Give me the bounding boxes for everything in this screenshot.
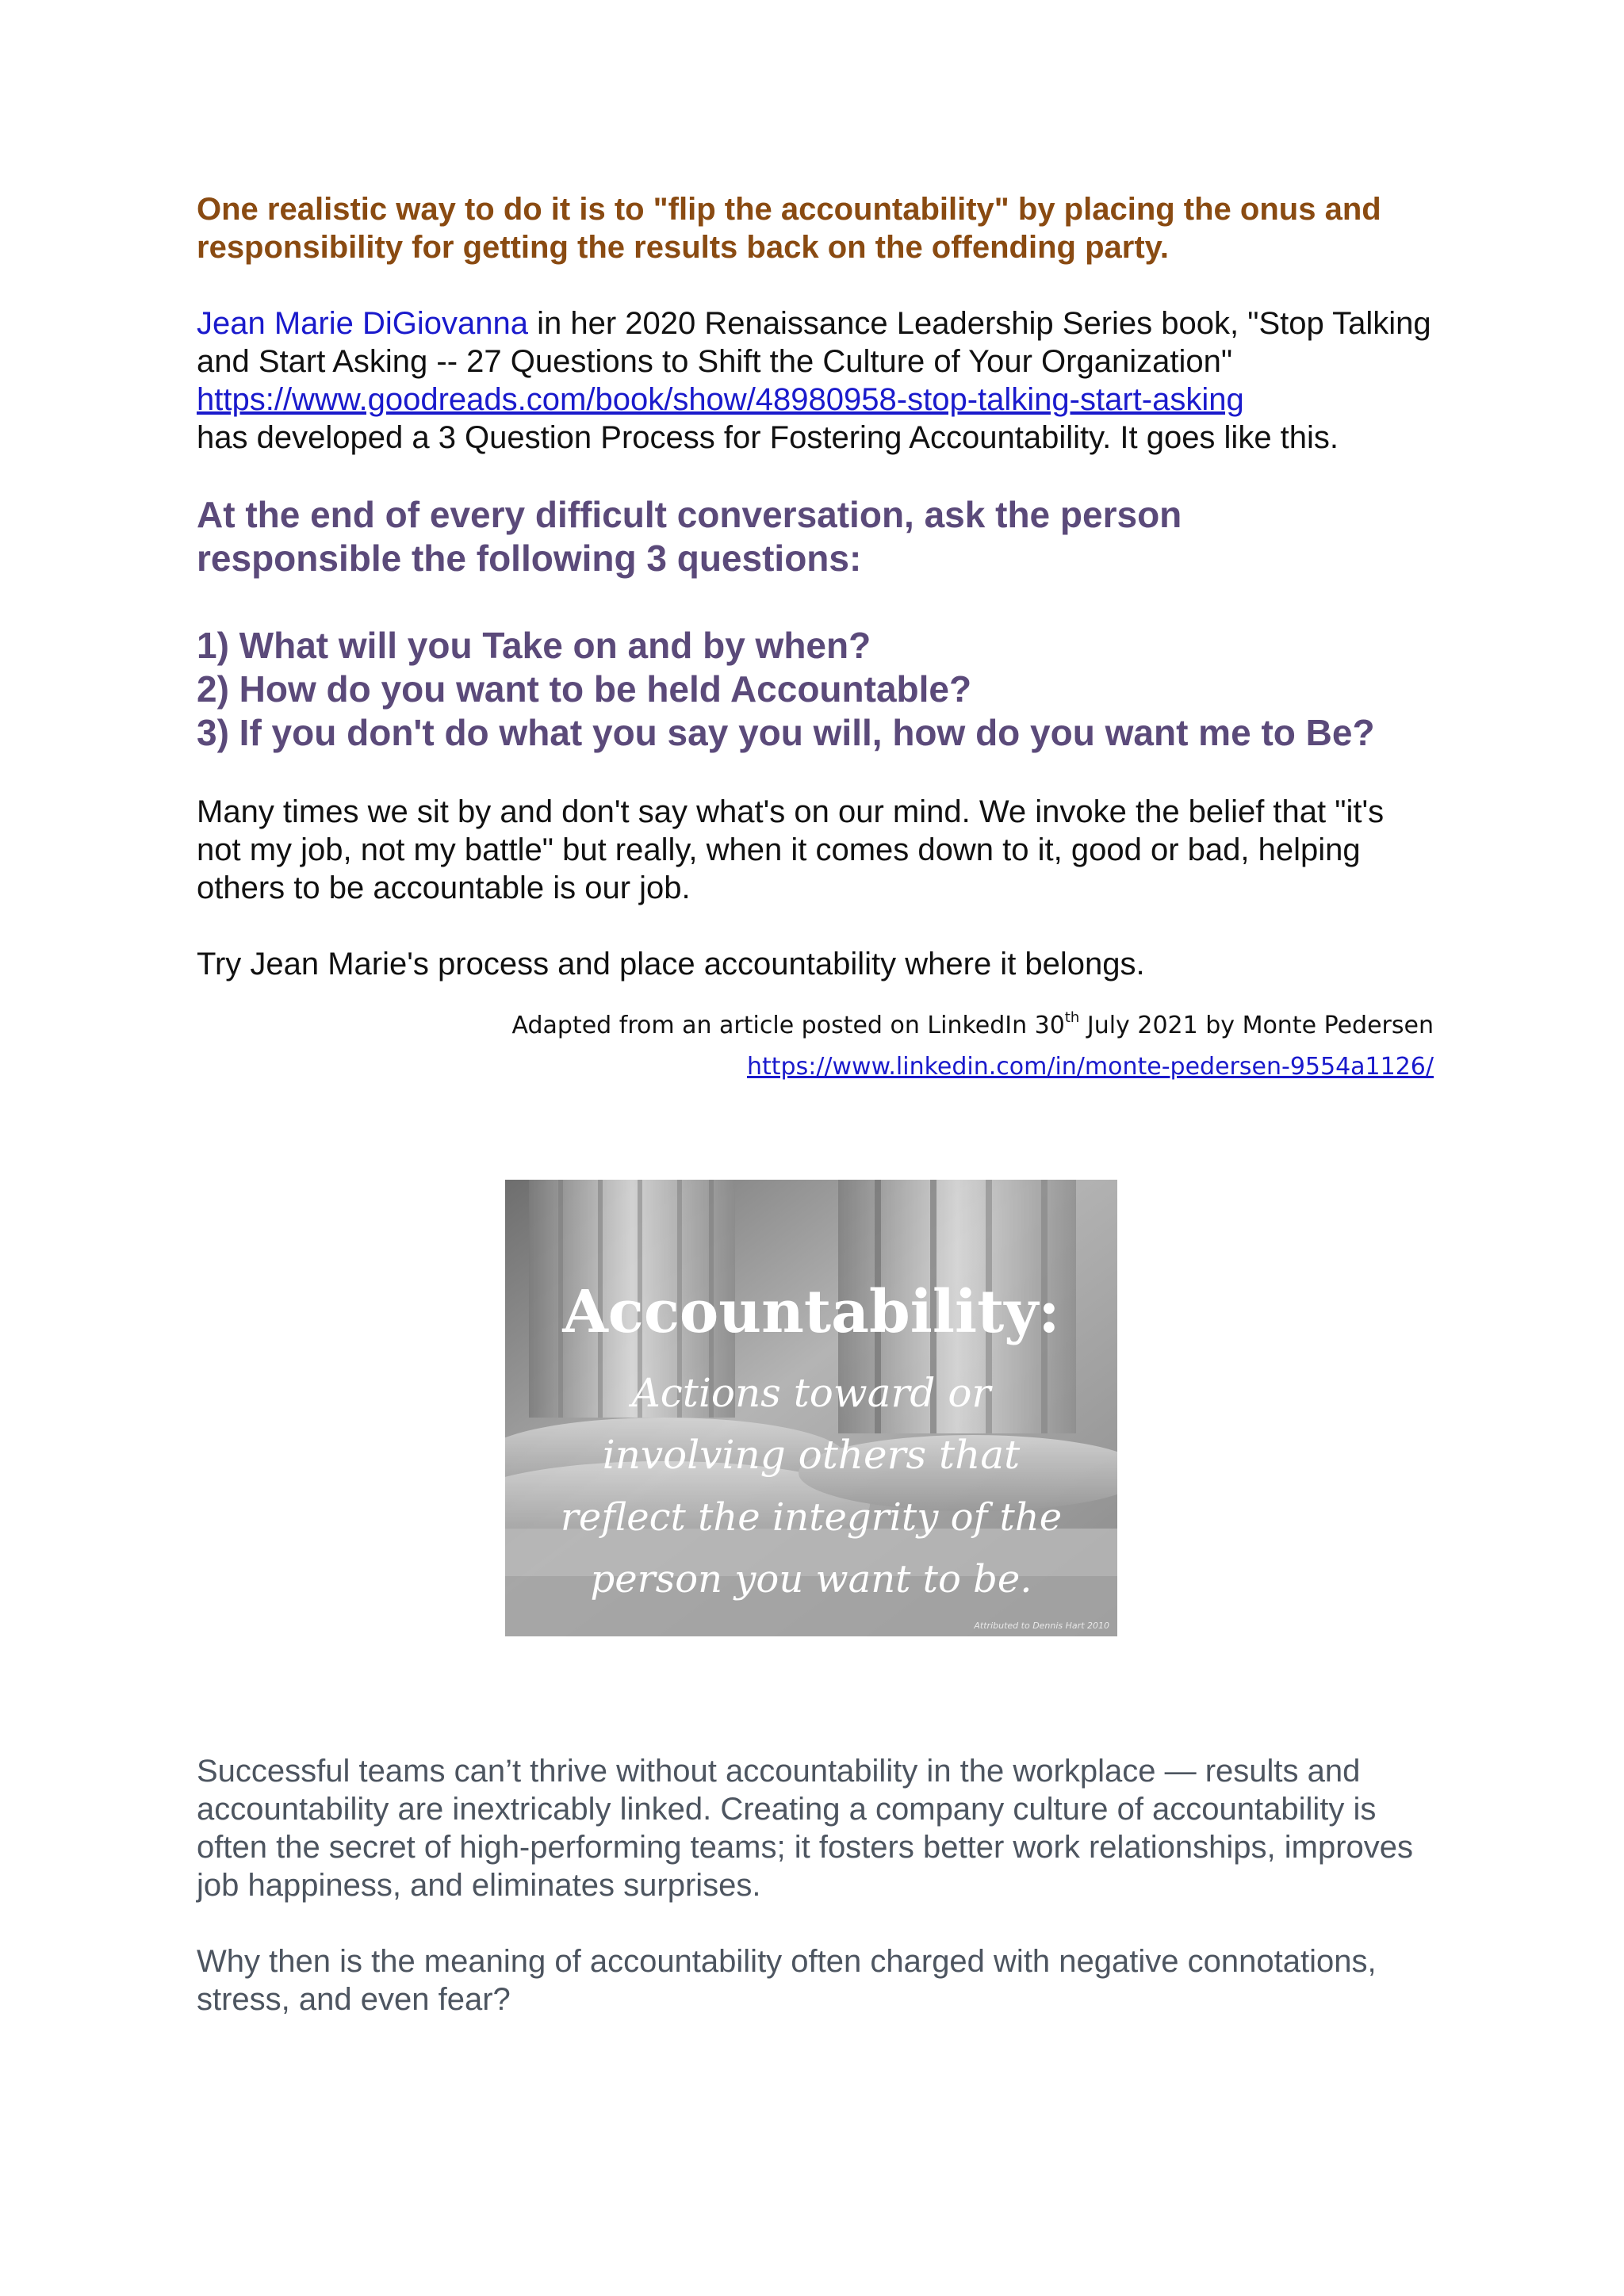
image-line-4: person you want to be. — [590, 1557, 1032, 1601]
accountability-image — [505, 1180, 1117, 1636]
attribution-line — [197, 1005, 1434, 1047]
many-times-paragraph: Many times we sit by and don't say what's on our mind. We invoke the belief that "it's not my job, not my battle" but really, when it comes down to it, good or bad, helping others to be accountable is our job. — [197, 794, 1385, 905]
goodreads-link[interactable]: https://www.goodreads.com/book/show/48980958-stop-talking-start-asking — [197, 382, 1244, 417]
image-credit: Attributed to Dennis Hart 2010 — [974, 1621, 1109, 1631]
author-name-link[interactable]: Jean Marie DiGiovanna — [197, 306, 528, 341]
column-photo — [505, 1180, 1117, 1636]
process-intro: has developed a 3 Question Process for Fostering Accountability. It goes like this. — [197, 420, 1339, 455]
try-paragraph: Try Jean Marie's process and place accountability where it belongs. — [197, 947, 1145, 982]
image-line-1: Actions toward or — [631, 1370, 991, 1416]
document-page — [197, 190, 1434, 1088]
question-item: 1) What will you Take on and by when? — [197, 625, 871, 666]
book-paragraph — [197, 304, 1434, 457]
image-line-2: involving others that — [602, 1432, 1021, 1478]
image-title: Accountability: — [562, 1278, 1060, 1346]
attribution-prefix: Adapted from an article posted on LinkedIn 30 — [511, 1012, 1065, 1039]
question-item: 2) How do you want to be held Accountable? — [197, 668, 972, 710]
image-line-3: reflect the integrity of the — [560, 1495, 1063, 1540]
why-paragraph: Why then is the meaning of accountability often charged with negative connotations, stress, and even fear? — [197, 1944, 1377, 2017]
attribution-suffix: July 2021 by Monte Pedersen — [1079, 1012, 1434, 1039]
questions-list — [197, 624, 1434, 755]
question-item: 3) If you don't do what you say you will, how do you want me to Be? — [197, 712, 1375, 753]
successful-teams-paragraph: Successful teams can’t thrive without accountability in the workplace — results and accountability are inextricably linked. Creating a company culture of accountability is often the secret of high-performing teams; it fosters better work relationships, improves job happiness, and eliminates surprises. — [197, 1754, 1414, 1903]
questions-headline: At the end of every difficult conversation, ask the person responsible the following 3 questions: — [197, 494, 1182, 579]
book-description: in her 2020 Renaissance Leadership Series book, "Stop Talking and Start Asking -- 27 Questions to Shift the Culture of Your Organization" — [197, 306, 1431, 379]
linkedin-link[interactable]: https://www.linkedin.com/in/monte-pedersen-9554a1126/ — [746, 1053, 1434, 1081]
attribution-superscript: th — [1064, 1009, 1080, 1026]
lower-section — [197, 1752, 1434, 2019]
lead-paragraph: One realistic way to do it is to "flip the accountability" by placing the onus and responsibility for getting the results back on the offending party. — [197, 192, 1381, 265]
